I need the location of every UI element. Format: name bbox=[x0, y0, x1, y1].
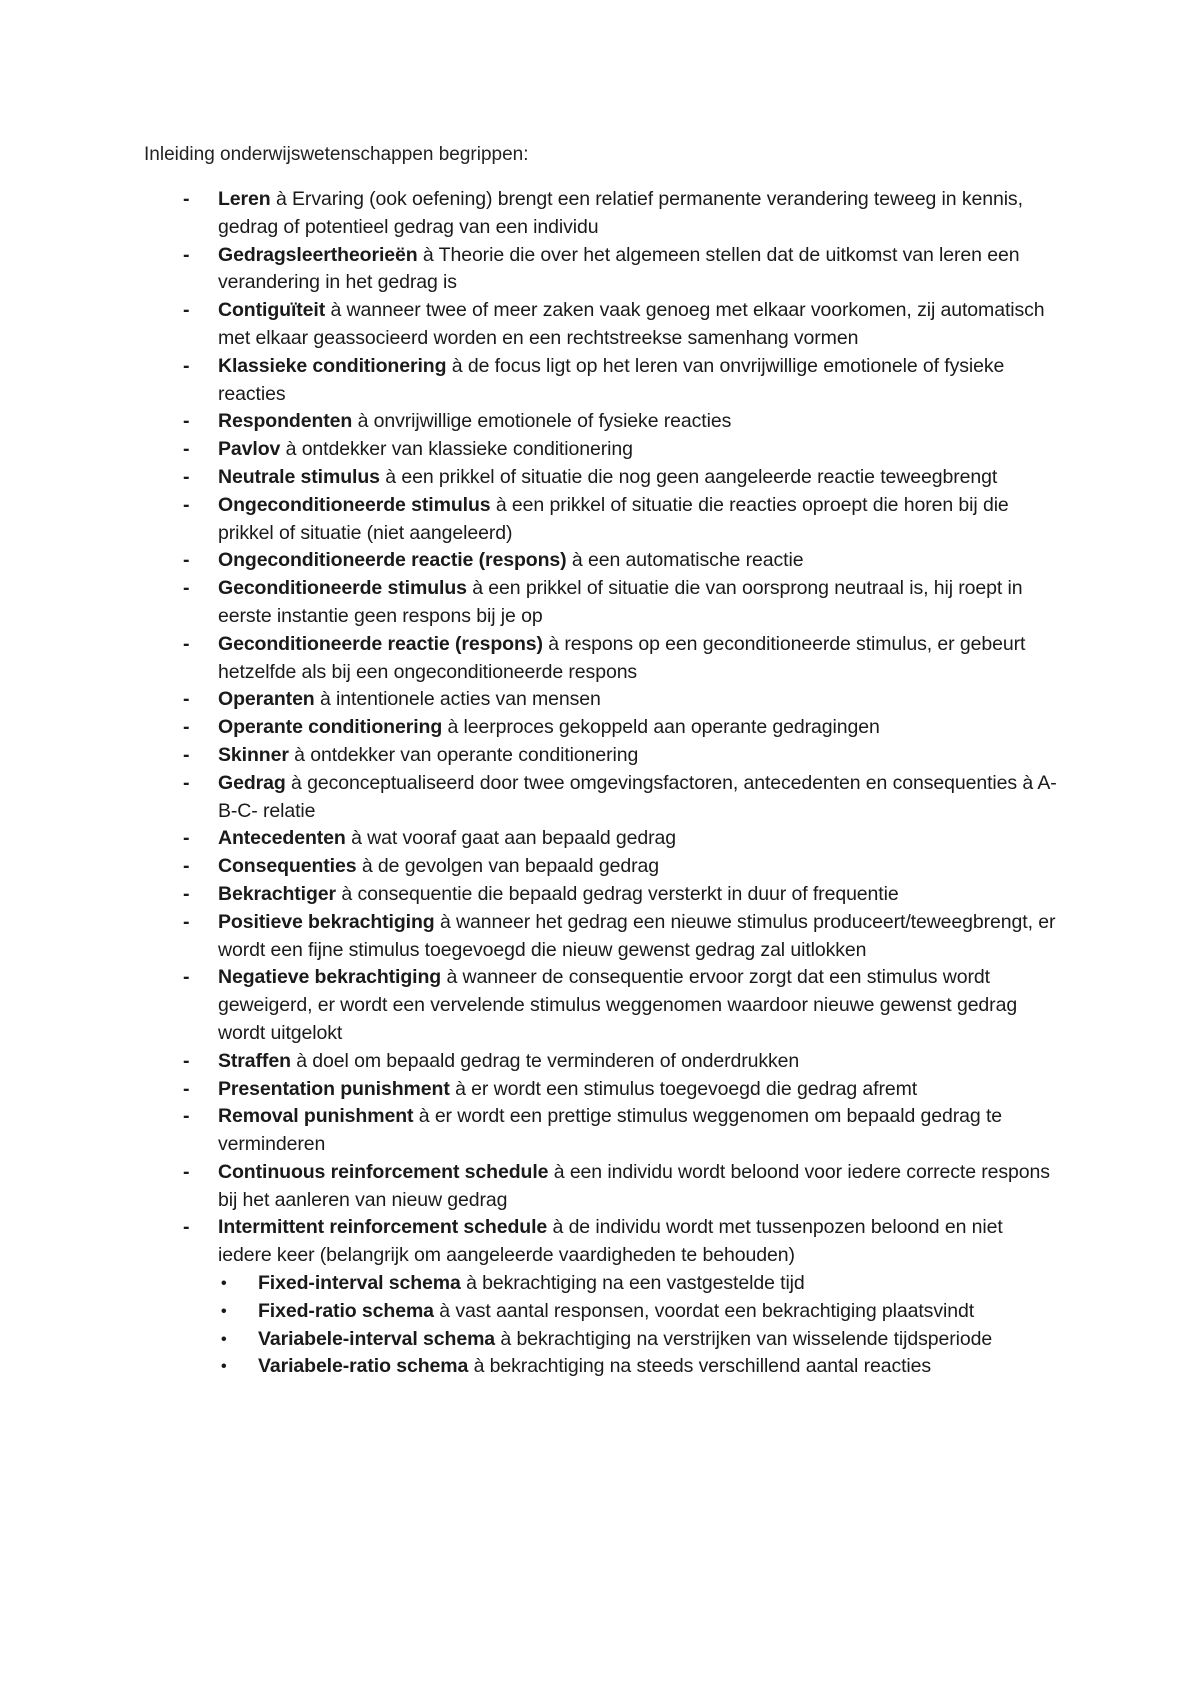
term-definition: consequentie die bepaald gedrag versterkt in duur of frequentie bbox=[357, 882, 899, 905]
term-label: Ongeconditioneerde stimulus bbox=[218, 493, 491, 516]
dash-marker: - bbox=[183, 966, 190, 989]
arrow-symbol: à bbox=[466, 1272, 477, 1295]
term-definition: de individu wordt met tussenpozen beloond en niet iedere keer (belangrijk om aangeleerde vaardigheden te behouden) bbox=[218, 1216, 1003, 1267]
dash-marker: - bbox=[183, 1077, 190, 1100]
arrow-symbol: à bbox=[571, 549, 583, 572]
term-definition: doel om bepaald gedrag te verminderen of onderdrukken bbox=[312, 1049, 800, 1072]
arrow-symbol: à bbox=[319, 688, 331, 711]
arrow-symbol: à bbox=[473, 1355, 485, 1378]
arrow-symbol: à bbox=[275, 188, 287, 210]
term-definition: bekrachtiging na verstrijken van wisselende tijdsperiode bbox=[516, 1327, 993, 1350]
list-item bbox=[0, 853, 1200, 881]
term-definition: ontdekker van klassieke conditionering bbox=[301, 438, 633, 461]
arrow-symbol: à bbox=[422, 243, 434, 266]
list-item bbox=[0, 686, 1200, 714]
arrow-symbol: à bbox=[418, 1105, 430, 1128]
list-item bbox=[0, 575, 1200, 631]
term-label: Intermittent reinforcement schedule bbox=[218, 1216, 548, 1239]
list-item bbox=[0, 1159, 1200, 1215]
dash-marker: - bbox=[183, 1160, 190, 1183]
term-definition: onvrijwillige emotionele of fysieke reacties bbox=[373, 410, 732, 433]
document-heading: Inleiding onderwijswetenschappen begrippen: bbox=[144, 144, 529, 165]
term-definition: er wordt een prettige stimulus weggenomen om bepaald gedrag te verminderen bbox=[218, 1105, 1003, 1156]
term-label: Leren bbox=[218, 188, 271, 210]
term-definition: Ervaring (ook oefening) brengt een relatief permanente verandering teweeg in kennis, gedrag of potentieel gedrag van een individu bbox=[218, 188, 1023, 238]
dash-marker: - bbox=[183, 493, 190, 516]
term-label: Presentation punishment bbox=[218, 1077, 450, 1100]
arrow-symbol: à bbox=[330, 299, 342, 322]
dash-marker: - bbox=[183, 1216, 190, 1239]
arrow-symbol: à bbox=[447, 716, 459, 739]
list-item bbox=[0, 1103, 1200, 1159]
dash-marker: - bbox=[183, 243, 190, 266]
dash-marker: - bbox=[183, 354, 190, 377]
arrow-symbol: à bbox=[296, 1049, 307, 1072]
list-item bbox=[0, 436, 1200, 464]
term-definition: er wordt een stimulus toegevoegd die gedrag afremt bbox=[471, 1077, 918, 1100]
term-definition: ontdekker van operante conditionering bbox=[310, 743, 639, 766]
list-item bbox=[0, 770, 1200, 826]
term-label: Bekrachtiger bbox=[218, 882, 337, 905]
arrow-symbol: à bbox=[552, 1216, 564, 1239]
term-label: Antecedenten bbox=[218, 827, 346, 850]
list-item bbox=[0, 464, 1200, 492]
term-label: Skinner bbox=[218, 743, 289, 766]
term-definition: wanneer het gedrag een nieuwe stimulus produceert/teweegbrengt, er wordt een fijne stimulus toegevoegd die nieuw gewenst gedrag zal uitlokken bbox=[218, 910, 1056, 961]
term-definition: bekrachtiging na een vastgestelde tijd bbox=[482, 1272, 805, 1295]
dash-marker: - bbox=[183, 438, 190, 461]
term-label: Gedrag bbox=[218, 771, 286, 794]
term-label: Operanten bbox=[218, 688, 315, 711]
dash-marker: - bbox=[183, 771, 190, 794]
term-label: Neutrale stimulus bbox=[218, 465, 380, 488]
term-definition: een prikkel of situatie die nog geen aangeleerde reactie teweegbrengt bbox=[401, 465, 998, 488]
term-definition: een automatische reactie bbox=[587, 549, 804, 572]
list-item bbox=[0, 964, 1200, 1047]
dash-marker: - bbox=[183, 410, 190, 433]
list-item bbox=[0, 909, 1200, 965]
term-label: Negatieve bekrachtiging bbox=[218, 966, 442, 989]
dash-marker: - bbox=[183, 549, 190, 572]
dash-marker: - bbox=[183, 465, 190, 488]
list-item bbox=[0, 547, 1200, 575]
dash-marker: - bbox=[183, 882, 190, 905]
term-label: Geconditioneerde reactie (respons) bbox=[218, 632, 543, 655]
list-item bbox=[0, 353, 1200, 409]
sub-list-item bbox=[0, 1298, 1200, 1326]
list-item bbox=[0, 881, 1200, 909]
term-label: Straffen bbox=[218, 1049, 291, 1072]
arrow-symbol: à bbox=[385, 465, 397, 488]
arrow-symbol: à bbox=[548, 632, 560, 655]
term-label: Ongeconditioneerde reactie (respons) bbox=[218, 549, 567, 572]
list-item bbox=[0, 1076, 1200, 1104]
term-definition: leerproces gekoppeld aan operante gedragingen bbox=[463, 716, 880, 739]
term-definition: wanneer de consequentie ervoor zorgt dat een stimulus wordt geweigerd, er wordt een vervelende stimulus weggenomen waardoor nieuwe gewenst gedrag wordt uitgelokt bbox=[218, 966, 1018, 1044]
arrow-symbol: à bbox=[357, 410, 369, 433]
term-label: Gedragsleertheorieën bbox=[218, 243, 418, 266]
term-definition: de gevolgen van bepaald gedrag bbox=[377, 855, 659, 878]
term-label: Variabele-interval schema bbox=[258, 1327, 496, 1350]
dash-marker: - bbox=[183, 188, 190, 210]
arrow-symbol: à bbox=[291, 771, 302, 794]
dash-marker: - bbox=[183, 716, 190, 739]
term-definition: geconceptualiseerd door twee omgevingsfactoren, antecedenten en consequenties à A-B-C- relatie bbox=[218, 771, 1057, 822]
sub-list-item bbox=[0, 1353, 1200, 1381]
arrow-symbol: à bbox=[285, 438, 297, 461]
term-label: Positieve bekrachtiging bbox=[218, 910, 435, 933]
sub-list-item bbox=[0, 1326, 1200, 1354]
term-list bbox=[0, 186, 1200, 1381]
term-label: Fixed-interval schema bbox=[258, 1272, 461, 1295]
dash-marker: - bbox=[183, 577, 190, 600]
term-label: Variabele-ratio schema bbox=[258, 1355, 469, 1378]
arrow-symbol: à bbox=[500, 1327, 512, 1350]
term-label: Operante conditionering bbox=[218, 716, 443, 739]
term-definition: intentionele acties van mensen bbox=[336, 688, 601, 711]
arrow-symbol: à bbox=[495, 493, 507, 516]
dash-marker: - bbox=[183, 855, 190, 878]
sub-list-item bbox=[0, 1270, 1200, 1298]
arrow-symbol: à bbox=[439, 910, 451, 933]
list-item bbox=[0, 742, 1200, 770]
arrow-symbol: à bbox=[455, 1077, 466, 1100]
list-item bbox=[0, 714, 1200, 742]
list-item bbox=[0, 186, 1200, 242]
term-label: Contiguïteit bbox=[218, 299, 326, 322]
term-definition: een individu wordt beloond voor iedere correcte respons bij het aanleren van nieuw gedrag bbox=[218, 1160, 1050, 1211]
term-label: Removal punishment bbox=[218, 1105, 414, 1128]
term-label: Consequenties bbox=[218, 855, 357, 878]
dash-marker: - bbox=[183, 910, 190, 933]
dash-marker: - bbox=[183, 1105, 190, 1128]
arrow-symbol: à bbox=[446, 966, 458, 989]
term-definition: wat vooraf gaat aan bepaald gedrag bbox=[367, 827, 676, 850]
list-item bbox=[0, 297, 1200, 353]
term-definition: vast aantal responsen, voordat een bekrachtiging plaatsvindt bbox=[455, 1299, 975, 1322]
arrow-symbol: à bbox=[553, 1160, 565, 1183]
dash-marker: - bbox=[183, 688, 190, 711]
term-label: Fixed-ratio schema bbox=[258, 1299, 434, 1322]
term-definition: een prikkel of situatie die van oorsprong neutraal is, hij roept in eerste instantie geen respons bij je op bbox=[218, 577, 1023, 627]
dash-marker: - bbox=[183, 299, 190, 322]
bullet-marker: • bbox=[221, 1330, 227, 1348]
dash-marker: - bbox=[183, 827, 190, 850]
list-item bbox=[0, 1214, 1200, 1270]
list-item bbox=[0, 631, 1200, 687]
arrow-symbol: à bbox=[361, 855, 373, 878]
term-definition: de focus ligt op het leren van onvrijwillige emotionele of fysieke reacties bbox=[218, 354, 1005, 405]
bullet-marker: • bbox=[221, 1275, 227, 1293]
dash-marker: - bbox=[183, 743, 190, 766]
term-definition: respons op een geconditioneerde stimulus, er gebeurt hetzelfde als bij een ongeconditioneerde respons bbox=[218, 632, 1026, 683]
list-item bbox=[0, 825, 1200, 853]
arrow-symbol: à bbox=[451, 354, 463, 377]
list-item bbox=[0, 492, 1200, 548]
term-definition: Theorie die over het algemeen stellen dat de uitkomst van leren een verandering in het gedrag is bbox=[218, 243, 1020, 294]
list-item bbox=[0, 242, 1200, 298]
list-item bbox=[0, 408, 1200, 436]
term-label: Respondenten bbox=[218, 410, 353, 433]
term-label: Pavlov bbox=[218, 438, 281, 461]
bullet-marker: • bbox=[221, 1358, 227, 1376]
arrow-symbol: à bbox=[439, 1299, 451, 1322]
arrow-symbol: à bbox=[351, 827, 362, 850]
arrow-symbol: à bbox=[341, 882, 353, 905]
term-definition: een prikkel of situatie die reacties oproept die horen bij die prikkel of situatie (niet aangeleerd) bbox=[218, 493, 1009, 544]
list-item bbox=[0, 1048, 1200, 1076]
dash-marker: - bbox=[183, 632, 190, 655]
arrow-symbol: à bbox=[472, 577, 483, 600]
term-definition: bekrachtiging na steeds verschillend aantal reacties bbox=[489, 1355, 932, 1378]
term-label: Geconditioneerde stimulus bbox=[218, 577, 467, 600]
bullet-marker: • bbox=[221, 1302, 227, 1320]
term-label: Continuous reinforcement schedule bbox=[218, 1160, 554, 1183]
arrow-symbol: à bbox=[294, 743, 305, 766]
term-definition: wanneer twee of meer zaken vaak genoeg met elkaar voorkomen, zij automatisch met elkaar geassocieerd worden en een rechtstreekse samenhang vormen bbox=[218, 299, 1045, 349]
term-label: Klassieke conditionering bbox=[218, 354, 447, 377]
dash-marker: - bbox=[183, 1049, 190, 1072]
